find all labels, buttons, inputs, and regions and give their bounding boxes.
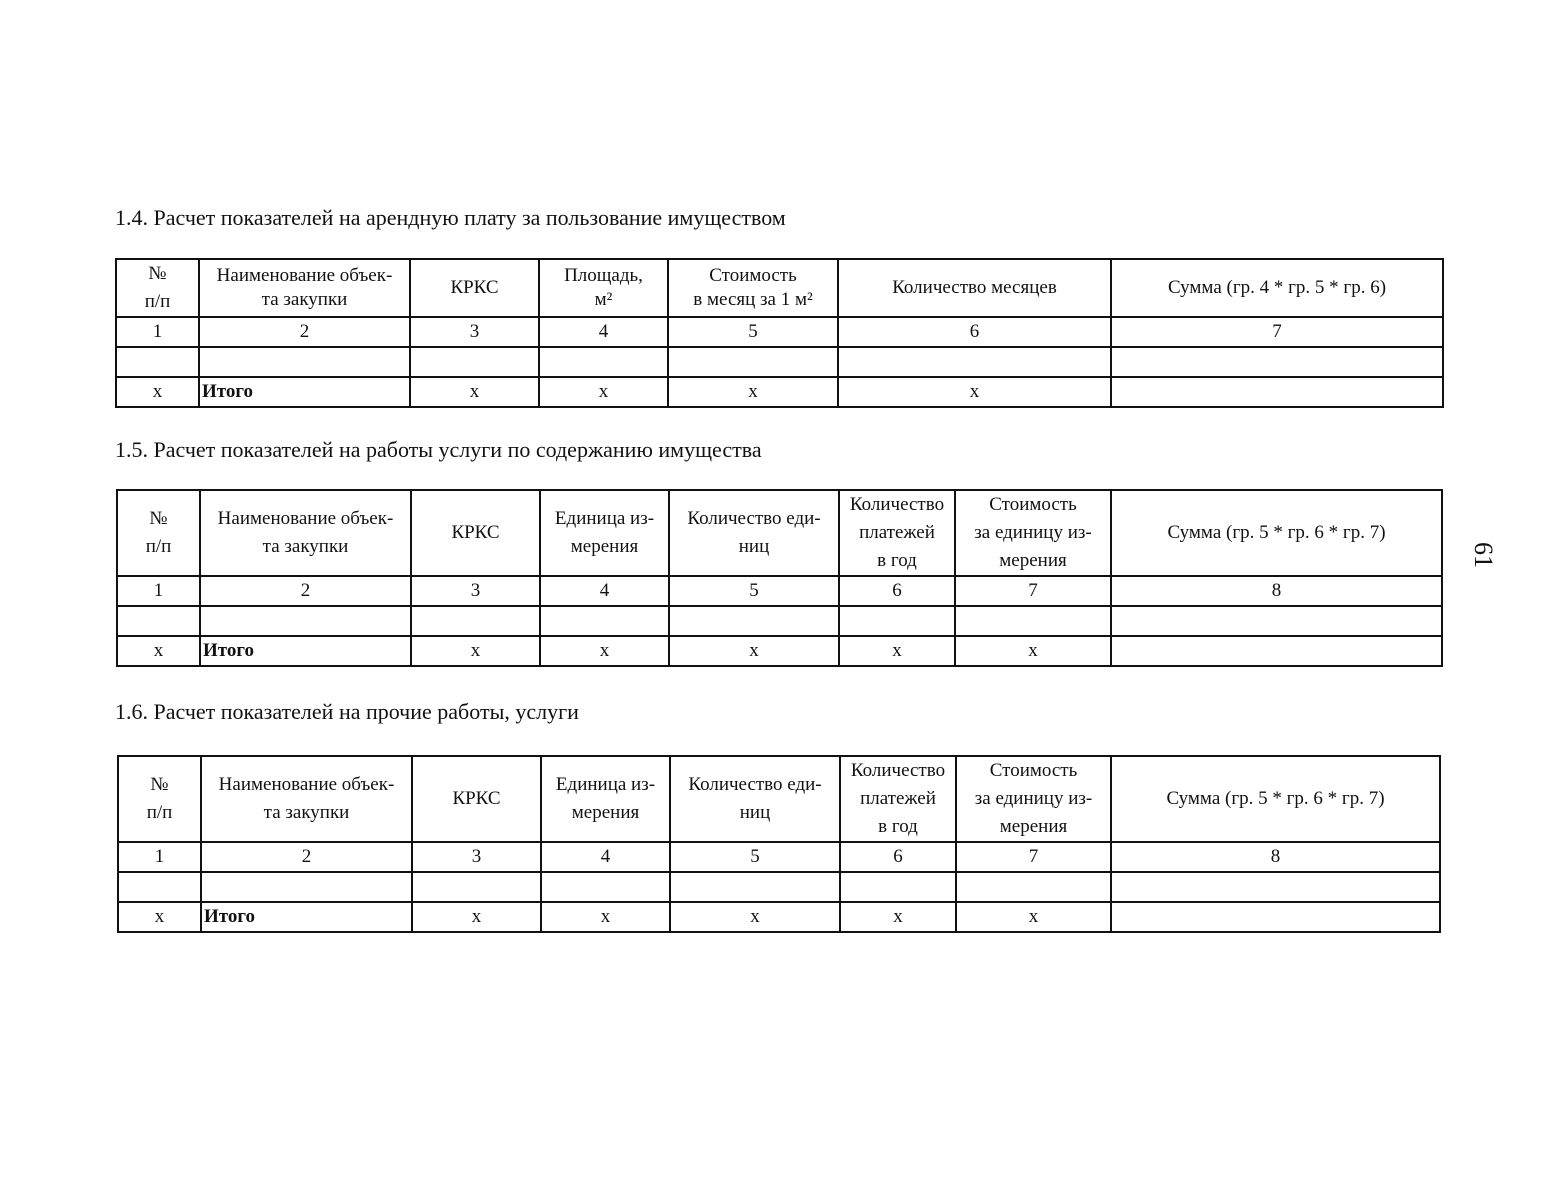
column-number: 2 xyxy=(199,317,410,347)
empty-cell xyxy=(839,606,955,636)
total-sum-cell xyxy=(1111,902,1440,932)
total-cell: х xyxy=(668,377,838,407)
column-number-row xyxy=(116,317,1443,347)
column-number: 7 xyxy=(956,842,1111,872)
empty-cell xyxy=(540,606,669,636)
total-cell: х xyxy=(117,636,200,666)
empty-cell xyxy=(117,606,200,636)
header-cell: № п/п xyxy=(116,259,199,317)
header-cell: Наименование объек- та закупки xyxy=(199,259,410,317)
header-cell: КРКС xyxy=(410,259,539,317)
empty-cell xyxy=(116,347,199,377)
empty-cell xyxy=(956,872,1111,902)
header-cell: Количество платежей в год xyxy=(839,490,955,576)
total-cell: х xyxy=(539,377,668,407)
total-cell: х xyxy=(412,902,541,932)
column-number: 1 xyxy=(116,317,199,347)
total-label: Итого xyxy=(201,902,412,932)
header-cell: Количество месяцев xyxy=(838,259,1111,317)
total-sum-cell xyxy=(1111,377,1443,407)
column-number: 7 xyxy=(1111,317,1443,347)
total-cell: х xyxy=(411,636,540,666)
header-row xyxy=(116,259,1443,317)
total-cell: х xyxy=(118,902,201,932)
header-cell: Сумма (гр. 4 * гр. 5 * гр. 6) xyxy=(1111,259,1443,317)
total-cell: х xyxy=(840,902,956,932)
empty-cell xyxy=(670,872,840,902)
column-number: 3 xyxy=(410,317,539,347)
header-cell: Единица из- мерения xyxy=(540,490,669,576)
header-cell: КРКС xyxy=(411,490,540,576)
header-row xyxy=(117,490,1442,576)
maintenance-table xyxy=(116,489,1443,667)
header-cell: Наименование объек- та закупки xyxy=(200,490,411,576)
column-number: 2 xyxy=(200,576,411,606)
rent-table xyxy=(115,258,1444,408)
column-number-row xyxy=(118,842,1440,872)
column-number: 4 xyxy=(539,317,668,347)
header-cell: № п/п xyxy=(118,756,201,842)
column-number-row xyxy=(117,576,1442,606)
empty-row xyxy=(118,872,1440,902)
total-cell: х xyxy=(540,636,669,666)
total-label: Итого xyxy=(200,636,411,666)
header-cell: Сумма (гр. 5 * гр. 6 * гр. 7) xyxy=(1111,756,1440,842)
total-cell: х xyxy=(410,377,539,407)
header-cell: Количество платежей в год xyxy=(840,756,956,842)
empty-cell xyxy=(1111,872,1440,902)
empty-cell xyxy=(541,872,670,902)
column-number: 8 xyxy=(1111,576,1442,606)
column-number: 4 xyxy=(541,842,670,872)
column-number: 2 xyxy=(201,842,412,872)
empty-cell xyxy=(668,347,838,377)
header-cell: Количество еди- ниц xyxy=(669,490,839,576)
column-number: 5 xyxy=(670,842,840,872)
empty-cell xyxy=(118,872,201,902)
header-cell: Сумма (гр. 5 * гр. 6 * гр. 7) xyxy=(1111,490,1442,576)
total-row xyxy=(118,902,1440,932)
empty-cell xyxy=(955,606,1111,636)
empty-cell xyxy=(199,347,410,377)
header-cell: Стоимость за единицу из- мерения xyxy=(956,756,1111,842)
section-title-1-4: 1.4. Расчет показателей на арендную плату за пользование имуществом xyxy=(115,205,786,230)
empty-cell xyxy=(669,606,839,636)
total-cell: х xyxy=(669,636,839,666)
column-number: 3 xyxy=(412,842,541,872)
empty-cell xyxy=(838,347,1111,377)
total-cell: х xyxy=(839,636,955,666)
empty-cell xyxy=(411,606,540,636)
column-number: 1 xyxy=(118,842,201,872)
total-cell: х xyxy=(116,377,199,407)
total-row xyxy=(117,636,1442,666)
empty-cell xyxy=(1111,347,1443,377)
empty-cell xyxy=(539,347,668,377)
page-number: 61 xyxy=(1469,542,1498,568)
column-number: 5 xyxy=(668,317,838,347)
empty-cell xyxy=(840,872,956,902)
header-cell: Стоимость за единицу из- мерения xyxy=(955,490,1111,576)
other-services-table xyxy=(117,755,1441,933)
total-cell: х xyxy=(956,902,1111,932)
total-cell: х xyxy=(838,377,1111,407)
column-number: 6 xyxy=(839,576,955,606)
section-title-1-6: 1.6. Расчет показателей на прочие работы, услуги xyxy=(115,699,579,724)
header-cell: № п/п xyxy=(117,490,200,576)
column-number: 5 xyxy=(669,576,839,606)
total-row xyxy=(116,377,1443,407)
empty-row xyxy=(117,606,1442,636)
empty-cell xyxy=(410,347,539,377)
empty-cell xyxy=(1111,606,1442,636)
header-cell: Стоимость в месяц за 1 м² xyxy=(668,259,838,317)
total-cell: х xyxy=(541,902,670,932)
column-number: 8 xyxy=(1111,842,1440,872)
section-title-1-5: 1.5. Расчет показателей на работы услуги по содержанию имущества xyxy=(115,437,762,462)
column-number: 1 xyxy=(117,576,200,606)
header-cell: Площадь, м² xyxy=(539,259,668,317)
empty-cell xyxy=(412,872,541,902)
header-cell: Наименование объек- та закупки xyxy=(201,756,412,842)
header-row xyxy=(118,756,1440,842)
empty-cell xyxy=(200,606,411,636)
column-number: 7 xyxy=(955,576,1111,606)
total-label: Итого xyxy=(199,377,410,407)
empty-row xyxy=(116,347,1443,377)
column-number: 6 xyxy=(838,317,1111,347)
column-number: 3 xyxy=(411,576,540,606)
total-cell: х xyxy=(955,636,1111,666)
column-number: 6 xyxy=(840,842,956,872)
header-cell: Количество еди- ниц xyxy=(670,756,840,842)
column-number: 4 xyxy=(540,576,669,606)
header-cell: Единица из- мерения xyxy=(541,756,670,842)
header-cell: КРКС xyxy=(412,756,541,842)
total-cell: х xyxy=(670,902,840,932)
total-sum-cell xyxy=(1111,636,1442,666)
empty-cell xyxy=(201,872,412,902)
